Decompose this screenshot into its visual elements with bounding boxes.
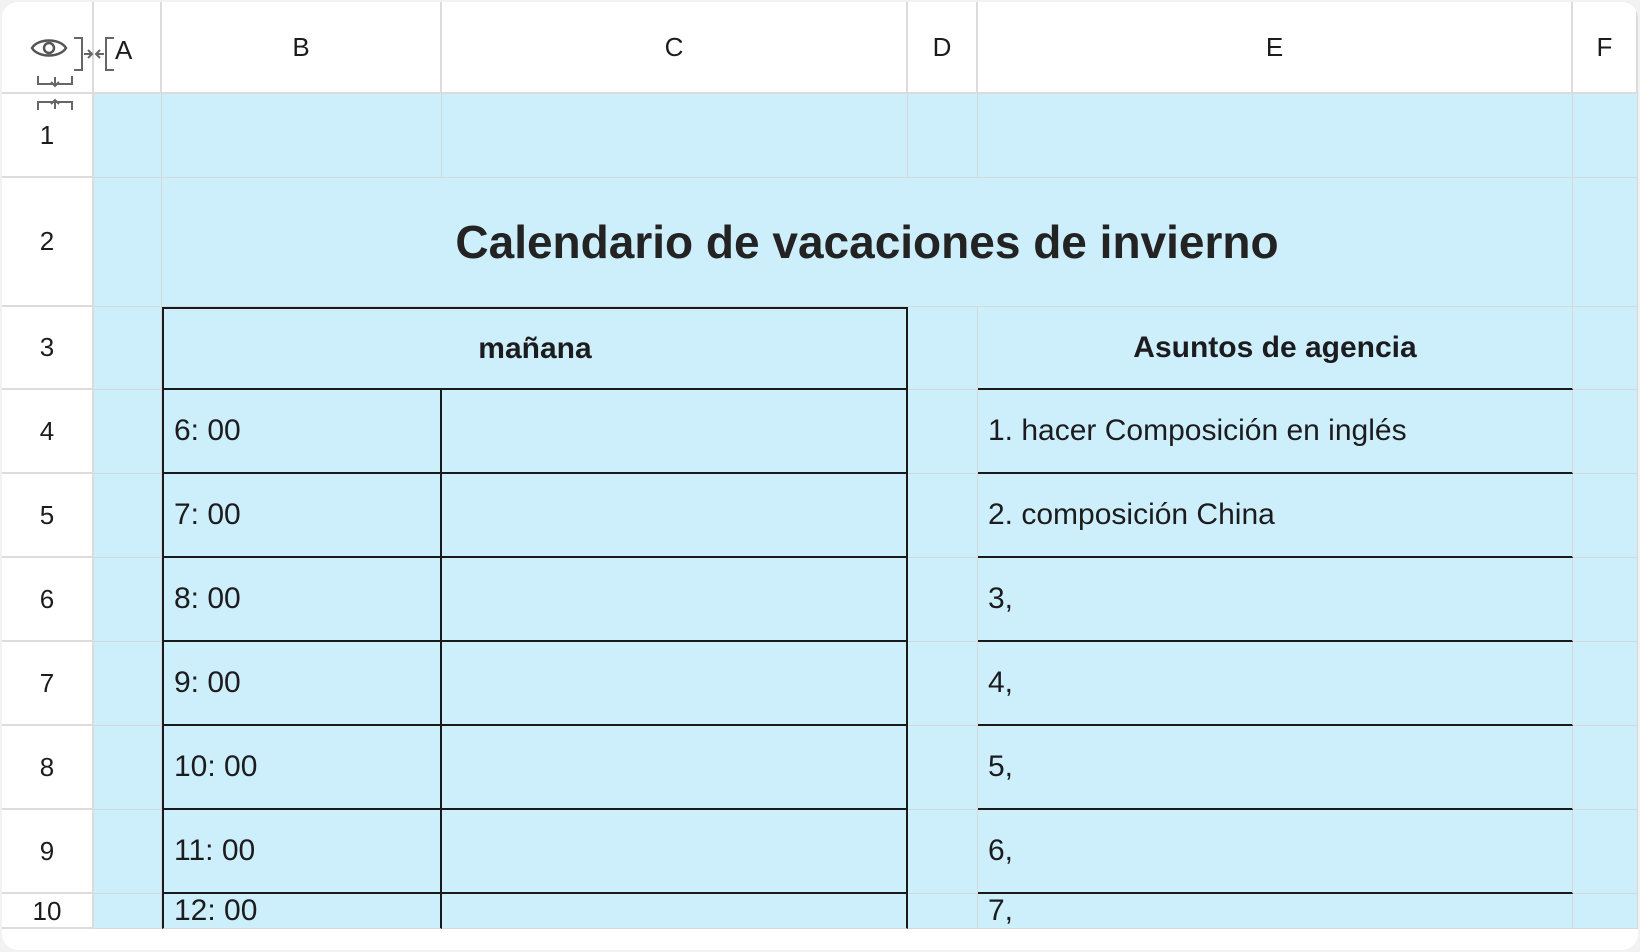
- cell-a2[interactable]: [94, 178, 162, 307]
- row-resize-icon[interactable]: [36, 74, 74, 117]
- cell-f9[interactable]: [1573, 810, 1638, 894]
- cell-f6[interactable]: [1573, 558, 1638, 642]
- cell-a10[interactable]: [94, 894, 162, 929]
- row-header-8[interactable]: 8: [2, 726, 94, 810]
- cell-f8[interactable]: [1573, 726, 1638, 810]
- task-cell[interactable]: 2. composición China: [978, 474, 1573, 558]
- task-cell[interactable]: 3,: [978, 558, 1573, 642]
- column-resize-icon[interactable]: [72, 36, 116, 77]
- row-header-3[interactable]: 3: [2, 307, 94, 390]
- column-header-d[interactable]: D: [908, 2, 978, 94]
- cell-d7[interactable]: [908, 642, 978, 726]
- cell-a9[interactable]: [94, 810, 162, 894]
- row-header-4[interactable]: 4: [2, 390, 94, 474]
- cell-a7[interactable]: [94, 642, 162, 726]
- time-cell[interactable]: 7: 00: [162, 474, 442, 558]
- cell-d6[interactable]: [908, 558, 978, 642]
- time-cell[interactable]: 12: 00: [162, 894, 442, 929]
- time-cell[interactable]: 10: 00: [162, 726, 442, 810]
- column-header-c[interactable]: C: [442, 2, 908, 94]
- cell-d4[interactable]: [908, 390, 978, 474]
- row-header-1[interactable]: 1: [2, 94, 94, 178]
- row-header-6[interactable]: 6: [2, 558, 94, 642]
- cell-d5[interactable]: [908, 474, 978, 558]
- cell-a6[interactable]: [94, 558, 162, 642]
- task-cell[interactable]: 5,: [978, 726, 1573, 810]
- cell-f3[interactable]: [1573, 307, 1638, 390]
- schedule-cell[interactable]: [442, 810, 908, 894]
- column-header-a-label: A: [115, 35, 133, 65]
- cell-c1[interactable]: [442, 94, 908, 178]
- schedule-cell[interactable]: [442, 558, 908, 642]
- cell-a3[interactable]: [94, 307, 162, 390]
- cell-d3[interactable]: [908, 307, 978, 390]
- cell-a5[interactable]: [94, 474, 162, 558]
- time-cell[interactable]: 6: 00: [162, 390, 442, 474]
- cell-a8[interactable]: [94, 726, 162, 810]
- task-cell[interactable]: 1. hacer Composición en inglés: [978, 390, 1573, 474]
- cell-d1[interactable]: [908, 94, 978, 178]
- cell-d8[interactable]: [908, 726, 978, 810]
- cell-f10[interactable]: [1573, 894, 1638, 929]
- row-header-10[interactable]: 10: [2, 894, 94, 929]
- time-cell[interactable]: 9: 00: [162, 642, 442, 726]
- column-header-e[interactable]: E: [978, 2, 1573, 94]
- task-cell[interactable]: 4,: [978, 642, 1573, 726]
- cell-d9[interactable]: [908, 810, 978, 894]
- sheet-title-cell[interactable]: Calendario de vacaciones de invierno: [162, 178, 1573, 307]
- cell-f4[interactable]: [1573, 390, 1638, 474]
- row-header-9[interactable]: 9: [2, 810, 94, 894]
- cell-f5[interactable]: [1573, 474, 1638, 558]
- row-header-2[interactable]: 2: [2, 178, 94, 307]
- spreadsheet-grid: [2, 2, 1638, 929]
- schedule-cell[interactable]: [442, 474, 908, 558]
- cell-f7[interactable]: [1573, 642, 1638, 726]
- schedule-cell[interactable]: [442, 390, 908, 474]
- time-cell[interactable]: 8: 00: [162, 558, 442, 642]
- schedule-cell[interactable]: [442, 642, 908, 726]
- cell-f2[interactable]: [1573, 178, 1638, 307]
- agency-header-cell[interactable]: Asuntos de agencia: [978, 307, 1573, 390]
- task-cell[interactable]: 7,: [978, 894, 1573, 929]
- task-cell[interactable]: 6,: [978, 810, 1573, 894]
- column-header-b[interactable]: B: [162, 2, 442, 94]
- cell-e1[interactable]: [978, 94, 1573, 178]
- time-cell[interactable]: 11: 00: [162, 810, 442, 894]
- column-header-f[interactable]: F: [1573, 2, 1638, 94]
- cell-f1[interactable]: [1573, 94, 1638, 178]
- schedule-cell[interactable]: [442, 894, 908, 929]
- cell-d10[interactable]: [908, 894, 978, 929]
- cell-b1[interactable]: [162, 94, 442, 178]
- eye-icon[interactable]: [30, 34, 68, 67]
- cell-a1[interactable]: [94, 94, 162, 178]
- morning-header-cell[interactable]: mañana: [162, 307, 908, 390]
- row-header-7[interactable]: 7: [2, 642, 94, 726]
- schedule-cell[interactable]: [442, 726, 908, 810]
- row-header-5[interactable]: 5: [2, 474, 94, 558]
- cell-a4[interactable]: [94, 390, 162, 474]
- spreadsheet-window: [2, 2, 1638, 950]
